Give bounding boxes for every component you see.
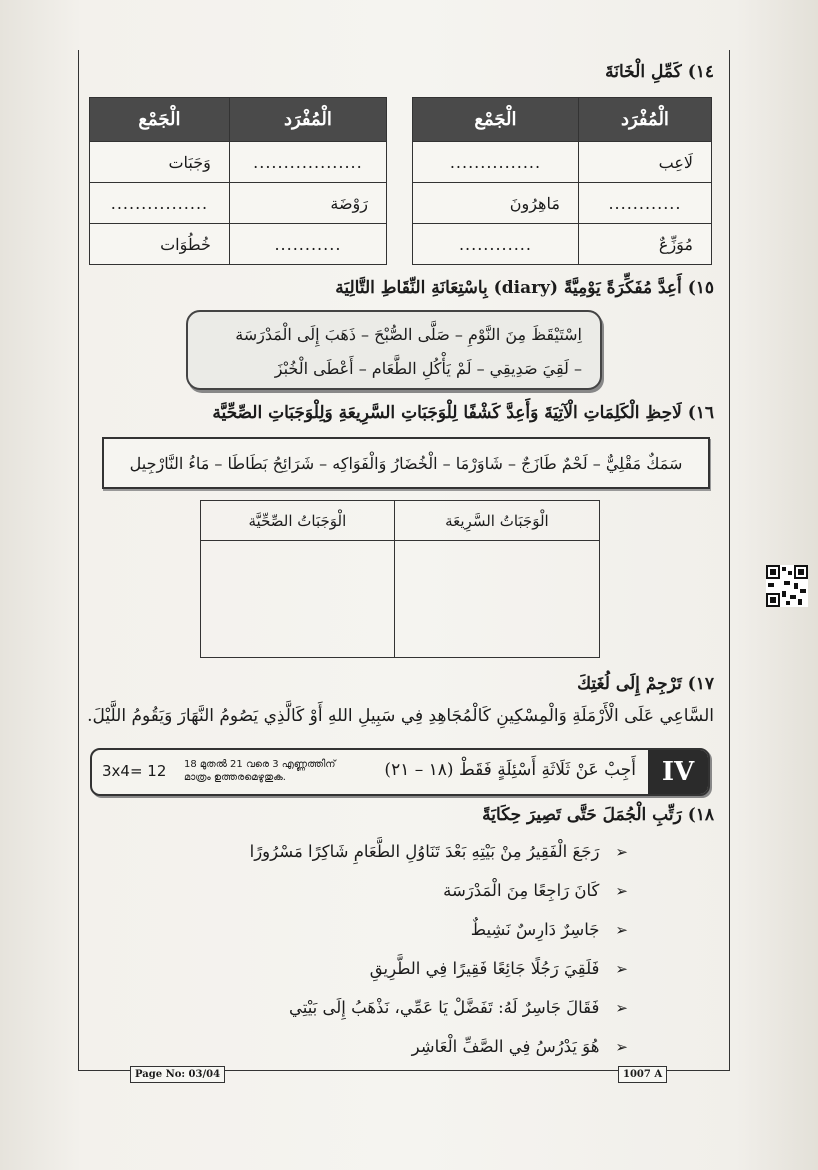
healthy-meals-answer-cell[interactable]	[201, 541, 395, 658]
sentence-text: جَاسِرٌ دَارِسٌ نَشِيطٌ	[470, 920, 600, 939]
section-iv-banner	[90, 748, 710, 796]
sentence-text: كَانَ رَاجِعًا مِنَ الْمَدْرَسَة	[443, 881, 600, 900]
arrow-bullet-icon: ➢	[615, 998, 628, 1017]
q17-hadith-text: السَّاعِي عَلَى الْأَرْمَلَةِ وَالْمِسْكِينِ كَالْمُجَاهِدِ فِي سَبِيلِ اللهِ أَوْ كَالَّذِي يَصُومُ النَّهَارَ وَيَقُومُ اللَّيْلَ.	[87, 706, 714, 726]
q14-title: ١٤) كَمِّلِ الْخَانَةَ	[605, 62, 714, 82]
fast-meals-answer-cell[interactable]	[394, 541, 599, 658]
arrow-bullet-icon: ➢	[615, 959, 628, 978]
table-row	[90, 224, 387, 265]
cell-plural-blank[interactable]: ............	[413, 224, 579, 265]
head-singular: الْمُفْرَد	[229, 98, 386, 142]
qr-code-icon	[766, 565, 808, 607]
head-plural: الْجَمْع	[413, 98, 579, 142]
head-singular: الْمُفْرَد	[578, 98, 711, 142]
head-plural: الْجَمْع	[90, 98, 230, 142]
page-number: Page No: 03/04	[130, 1066, 225, 1083]
q16-word-list	[102, 437, 710, 489]
cell-plural-blank[interactable]: ...............	[413, 142, 579, 183]
q15-title: ١٥) أَعِدَّ مُفَكِّرَةً يَوْمِيَّةً (diary) بِاسْتِعَانَةِ النِّقَاطِ التَّالِيَة	[335, 278, 714, 298]
arrow-bullet-icon: ➢	[615, 920, 628, 939]
section-number: IV	[648, 750, 708, 794]
cell-singular: رَوْضَة	[229, 183, 386, 224]
list-item	[250, 949, 628, 988]
col-healthy-meals: الْوَجَبَاتُ الصِّحِّيَّة	[201, 501, 395, 541]
q16-meals-table	[200, 500, 600, 658]
q14-left-table	[89, 97, 387, 265]
cell-singular-blank[interactable]: ...........	[229, 224, 386, 265]
cell-singular: مُوَزِّعٌ	[578, 224, 711, 265]
malayalam-line-1: 18 മുതൽ 21 വരെ 3 എണ്ണത്തിന്	[184, 759, 336, 770]
q16-words: سَمَكٌ مَقْلِيٌّ – لَحْمٌ طَازَجٌ – شَاوَرْمَا – الْخُضَارُ وَالْفَوَاكِه – شَرَائِحُ بَطَاطَا – مَاءُ النَّارْجِيل	[129, 453, 683, 473]
list-item	[250, 871, 628, 910]
table-row	[413, 224, 712, 265]
list-item	[250, 832, 628, 871]
sentence-text: هُوَ يَدْرُسُ فِي الصَّفِّ الْعَاشِر	[411, 1037, 600, 1056]
q15-hint-box	[186, 310, 602, 390]
table-row	[413, 183, 712, 224]
arrow-bullet-icon: ➢	[615, 881, 628, 900]
sentence-text: رَجَعَ الْفَقِيرُ مِنْ بَيْتِهِ بَعْدَ تَنَاوُلِ الطَّعَامِ شَاكِرًا مَسْرُورًا	[249, 842, 600, 861]
malayalam-line-2: മാത്രം ഉത്തരമെഴുതുക.	[184, 772, 286, 783]
col-fast-meals: الْوَجَبَاتُ السَّرِيعَة	[394, 501, 599, 541]
cell-plural: مَاهِرُونَ	[413, 183, 579, 224]
cell-singular-blank[interactable]: ..................	[229, 142, 386, 183]
q14-right-table	[412, 97, 712, 265]
sentence-text: فَقَالَ جَاسِرٌ لَهُ: تَفَضَّلْ يَا عَمِّي، نَذْهَبُ إِلَى بَيْتِي	[288, 998, 600, 1017]
q18-sentence-list	[250, 832, 628, 1066]
q17-title: ١٧) تَرْجِمْ إِلَى لُغَتِكَ	[577, 674, 714, 694]
list-item	[250, 1027, 628, 1066]
table-row	[90, 142, 387, 183]
cell-singular: لَاعِب	[578, 142, 711, 183]
section-marks: 3x4= 12	[102, 762, 167, 780]
paper-code: 1007 A	[618, 1066, 667, 1083]
q18-title: ١٨) رَتِّبِ الْجُمَلَ حَتَّى تَصِيرَ حِكَايَةً	[482, 805, 714, 825]
list-item	[250, 910, 628, 949]
section-instruction-malayalam	[184, 758, 335, 784]
arrow-bullet-icon: ➢	[615, 842, 628, 861]
list-item	[250, 988, 628, 1027]
table-row	[413, 142, 712, 183]
table-row	[90, 183, 387, 224]
cell-singular-blank[interactable]: ............	[578, 183, 711, 224]
cell-plural: وَجَبَات	[90, 142, 230, 183]
arrow-bullet-icon: ➢	[615, 1037, 628, 1056]
q15-line-1: اِسْتَيْقَظَ مِنَ النَّوْمِ – صَلَّى الصُّبْحَ – ذَهَبَ إِلَى الْمَدْرَسَة	[235, 325, 582, 344]
q16-title: ١٦) لَاحِظِ الْكَلِمَاتِ الْآتِيَةَ وَأَعِدَّ كَشْفًا لِلْوَجَبَاتِ السَّرِيعَةِ وَلِلْوَجَبَاتِ الصِّحِّيَّة	[212, 403, 714, 423]
q15-line-2: – لَقِيَ صَدِيقِي – لَمْ يَأْكُلِ الطَّعَام – أَعْطَى الْخُبْزَ	[274, 359, 582, 378]
cell-plural: خُطُوَات	[90, 224, 230, 265]
sentence-text: فَلَقِيَ رَجُلًا جَائِعًا فَقِيرًا فِي الطَّرِيقِ	[369, 959, 600, 978]
section-instruction-arabic: أَجِبْ عَنْ ثَلَاثَةِ أَسْئِلَةٍ فَقَطْ (١٨ – ٢١)	[384, 760, 636, 780]
cell-plural-blank[interactable]: ................	[90, 183, 230, 224]
